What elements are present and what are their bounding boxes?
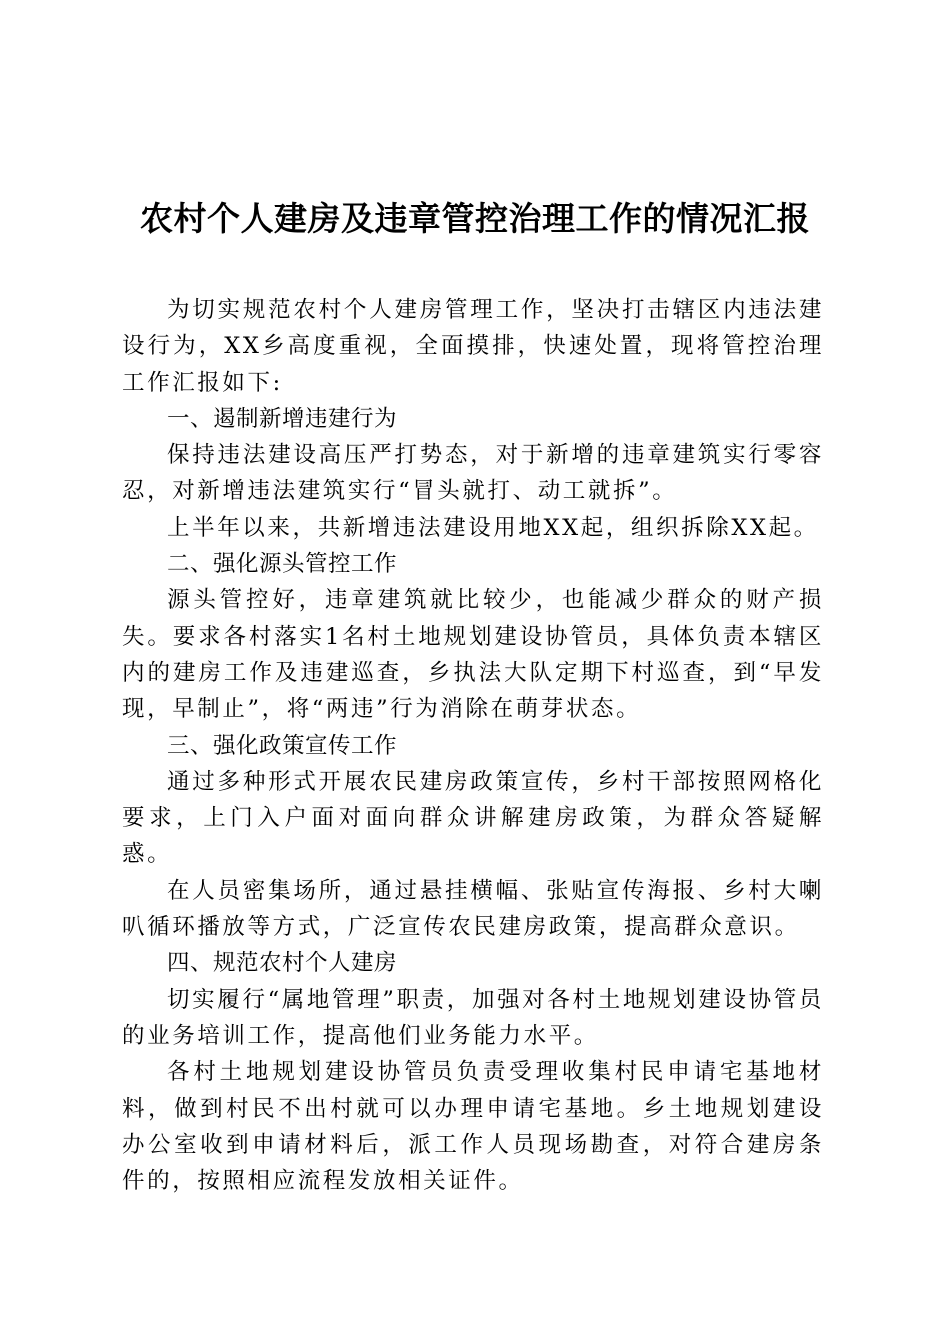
section-4-heading: 四、规范农村个人建房 bbox=[167, 950, 398, 977]
intro-paragraph: 为切实规范农村个人建房管理工作，坚决打击辖区内违法建设行为，XX乡高度重视，全面摸排，快速处置，现将管控治理工作汇报如下: bbox=[122, 297, 824, 396]
document-body bbox=[122, 292, 824, 1199]
section-3-paragraph-2: 在人员密集场所，通过悬挂横幅、张贴宣传海报、乡村大喇叭循环播放等方式，广泛宣传农民建房政策，提高群众意识。 bbox=[122, 877, 824, 941]
section-4-paragraph-1: 切实履行“属地管理”职责，加强对各村土地规划建设协管员的业务培训工作，提高他们业务能力水平。 bbox=[122, 986, 824, 1049]
section-1-heading: 一、遏制新增违建行为 bbox=[167, 405, 398, 432]
section-2-heading: 二、强化源头管控工作 bbox=[167, 551, 398, 578]
section-1-paragraph-2: 上半年以来，共新增违法建设用地XX起，组织拆除XX起。 bbox=[167, 514, 819, 541]
section-2-paragraph-1: 源头管控好，违章建筑就比较少，也能减少群众的财产损失。要求各村落实1名村土地规划建设协管员，具体负责本辖区内的建房工作及违建巡查，乡执法大队定期下村巡查，到“早发现，早制止”，将“两违”行为消除在萌芽状态。 bbox=[122, 587, 824, 723]
section-1-paragraph-1: 保持违法建设高压严打势态，对于新增的违章建筑实行零容忍，对新增违法建筑实行“冒头就打、动工就拆”。 bbox=[122, 442, 824, 505]
section-3-heading: 三、强化政策宣传工作 bbox=[167, 732, 398, 759]
section-4-paragraph-2: 各村土地规划建设协管员负责受理收集村民申请宅基地材料，做到村民不出村就可以办理申请宅基地。乡土地规划建设办公室收到申请材料后，派工作人员现场勘查，对符合建房条件的，按照相应流程发放相关证件。 bbox=[122, 1059, 824, 1195]
section-3-paragraph-1: 通过多种形式开展农民建房政策宣传，乡村干部按照网格化要求，上门入户面对面向群众讲解建房政策，为群众答疑解惑。 bbox=[122, 768, 824, 868]
document-title: 农村个人建房及违章管控治理工作的情况汇报 bbox=[140, 199, 810, 238]
